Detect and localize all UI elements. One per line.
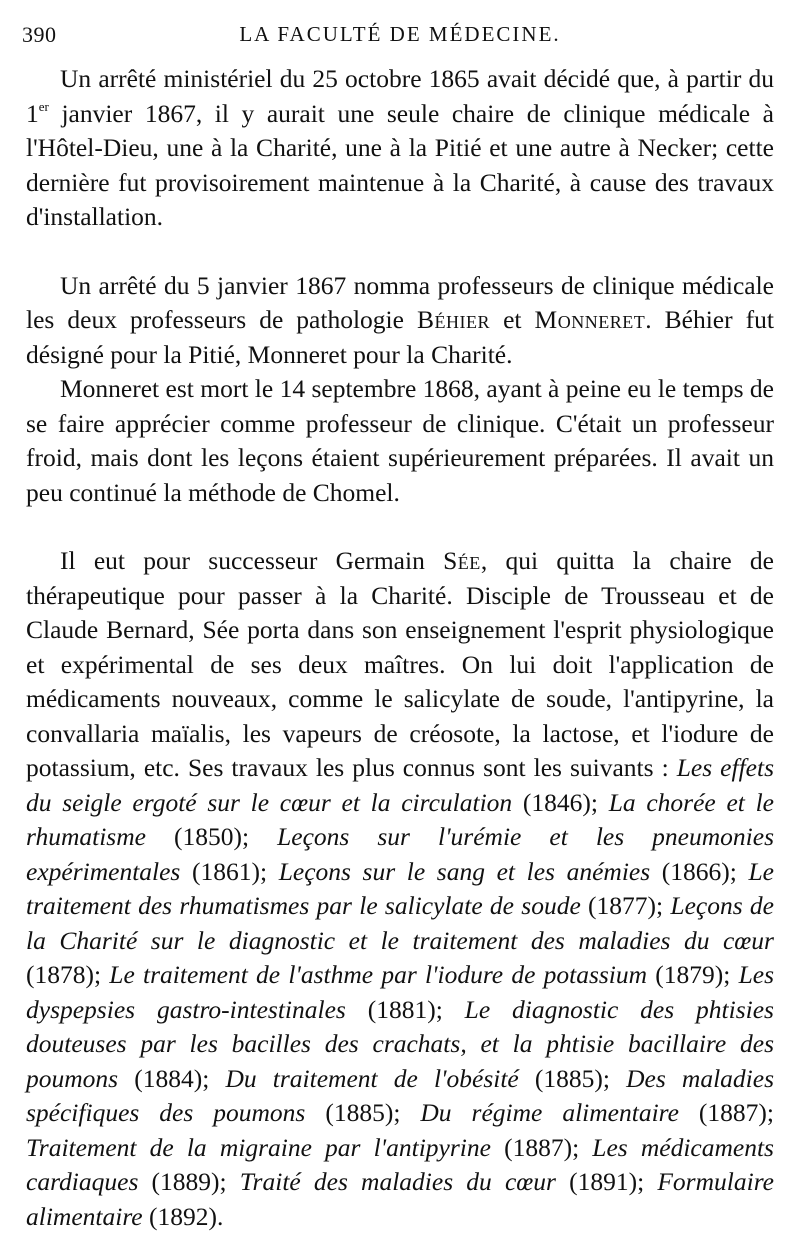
work-title: Leçons sur l'urémie et les pneumonies expérimentales bbox=[26, 822, 774, 886]
paragraph-chairs-decree bbox=[26, 62, 774, 235]
work-title: Les effets du seigle ergoté sur le cœur et la circulation bbox=[26, 753, 774, 817]
work-title: Les médicaments cardiaques bbox=[26, 1132, 774, 1196]
page-number: 390 bbox=[22, 22, 57, 47]
work-year: (1850); bbox=[145, 822, 278, 851]
body-text bbox=[26, 62, 774, 1234]
works-list bbox=[26, 753, 774, 1231]
work-year: (1846); bbox=[512, 787, 609, 817]
person-name-see: Sée bbox=[443, 546, 481, 575]
paragraph-text: Un arrêté ministériel du 25 octobre 1865 avait décidé que, à partir du 1 bbox=[26, 64, 774, 128]
work-title: Traité des maladies du cœur bbox=[239, 1167, 556, 1196]
person-name-monneret: Monneret bbox=[534, 305, 646, 334]
work-year: (1892). bbox=[142, 1201, 224, 1231]
paragraph-see-successor bbox=[26, 544, 774, 1234]
running-head bbox=[22, 18, 778, 52]
work-title: Des maladies spécifiques des poumons bbox=[26, 1063, 774, 1127]
work-year: (1878); bbox=[26, 960, 110, 989]
work-title: La chorée et le rhumatisme bbox=[26, 787, 774, 851]
paragraph-appointment bbox=[26, 269, 774, 373]
work-year: (1885); bbox=[305, 1098, 421, 1127]
work-title: Le diagnostic des phtisies douteuses par les bacilles des crachats, et la phtisie bacillaire des poumons bbox=[26, 994, 774, 1093]
paragraph-text: . Béhier fut désigné pour la Pitié, Monneret pour la Charité. bbox=[26, 305, 774, 369]
running-title: LA FACULTÉ DE MÉDECINE. bbox=[239, 22, 561, 46]
work-title: Le traitement de l'asthme par l'iodure de potassium bbox=[109, 960, 648, 989]
work-title: Du traitement de l'obésité bbox=[225, 1063, 519, 1093]
paragraph-text: et bbox=[490, 305, 535, 334]
work-title: Leçons sur le sang et les anémies bbox=[278, 856, 651, 886]
work-title: Le traitement des rhumatismes par le salicylate de soude bbox=[26, 856, 774, 920]
paragraph-monneret-death bbox=[26, 372, 774, 510]
paragraph-text: Il eut pour successeur Germain bbox=[60, 546, 444, 575]
work-title: Leçons de la Charité sur le diagnostic et le traitement des maladies du cœur bbox=[26, 891, 774, 955]
work-title: Traitement de la migraine par l'antipyrine bbox=[26, 1132, 491, 1162]
paragraph-text: Un arrêté du 5 janvier 1867 nomma professeurs de clinique médicale les deux professeurs de pathologie bbox=[26, 270, 774, 334]
work-year: (1877); bbox=[580, 891, 671, 920]
work-year: (1885); bbox=[518, 1063, 627, 1093]
work-title: Du régime alimentaire bbox=[420, 1098, 679, 1127]
work-year: (1887); bbox=[490, 1132, 593, 1162]
work-year: (1861); bbox=[180, 856, 279, 886]
work-year: (1889); bbox=[138, 1167, 240, 1196]
work-year: (1866); bbox=[650, 856, 749, 886]
work-title: Les dyspepsies gastro-intestinales bbox=[26, 960, 774, 1024]
work-year: (1881); bbox=[345, 994, 465, 1024]
paragraph-text: , qui quitta la chaire de thérapeutique pour passer à la Charité. Disciple de Trousseau et de Claude Bernard, Sée porta dans son enseignement l'esprit physiologique et expérimental de ses deux maîtres. On lui doit l'application de médicaments nouveaux, comme le salicylate de soude, l'antipyrine, la convallaria maïalis, les vapeurs de créosote, la lactose, et l'iodure de potassium, etc. Ses travaux les plus connus sont les suivants : bbox=[26, 546, 774, 782]
work-year: (1879); bbox=[647, 960, 739, 989]
work-year: (1884); bbox=[118, 1063, 226, 1093]
work-title: Formulaire alimentaire bbox=[26, 1167, 774, 1231]
work-year: (1887); bbox=[678, 1098, 775, 1127]
work-year: (1891); bbox=[555, 1167, 658, 1196]
paragraph-text: Monneret est mort le 14 septembre 1868, ayant à peine eu le temps de se faire apprécier comme professeur de clinique. C'était un professeur froid, mais dont les leçons étaient supérieurement préparées. Il avait un peu continué la méthode de Chomel. bbox=[26, 374, 774, 507]
paragraph-text: janvier 1867, il y aurait une seule chaire de clinique médicale à l'Hôtel-Dieu, une à la Charité, une à la Pitié et une autre à Necker; cette dernière fut provisoirement maintenue à la Charité, à cause des travaux d'installation. bbox=[26, 98, 774, 231]
superscript-er: er bbox=[38, 98, 49, 114]
person-name-behier: Béhier bbox=[417, 305, 491, 334]
